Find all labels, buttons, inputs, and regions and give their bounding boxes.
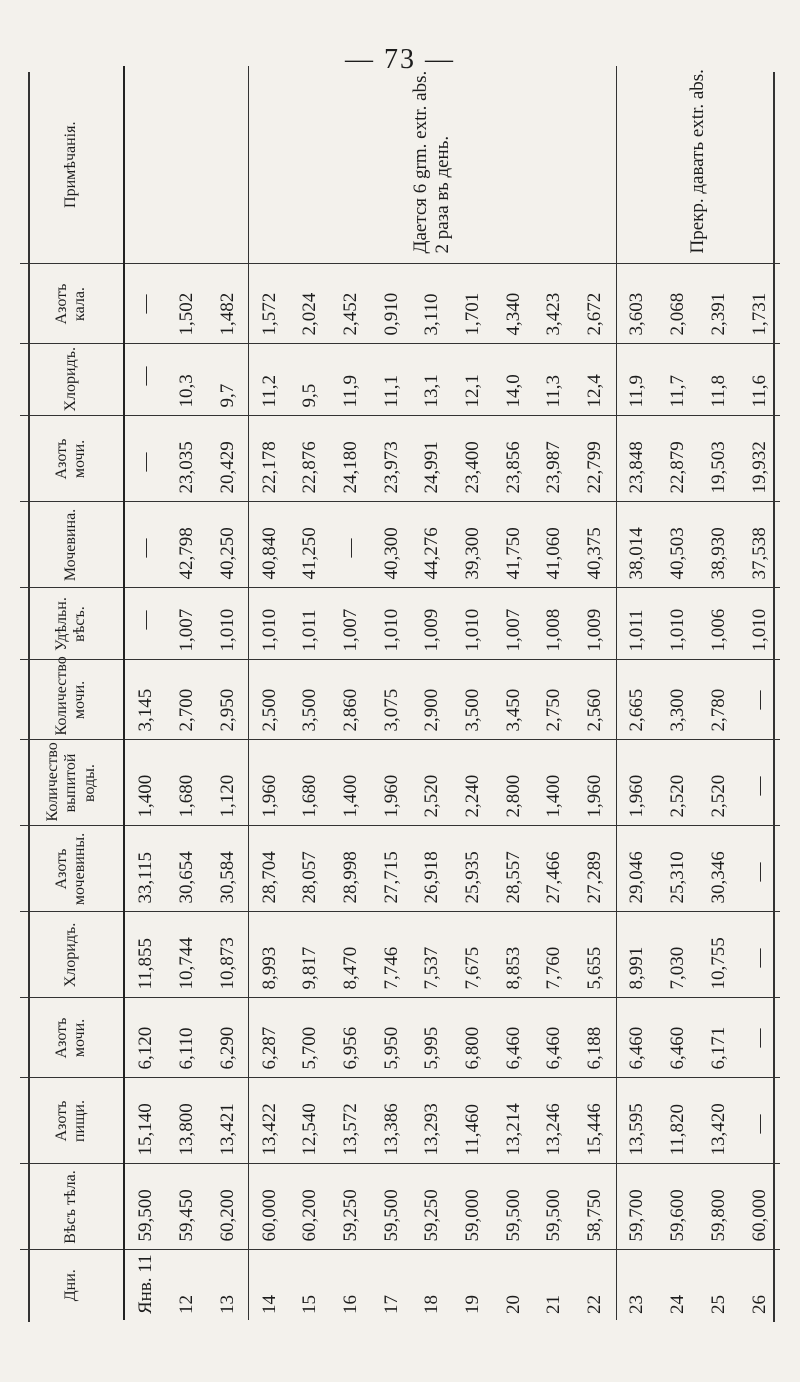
value-cell: 22,876 [290, 416, 331, 502]
value-cell: 2,452 [331, 264, 372, 344]
value-cell: 2,240 [453, 740, 494, 826]
value-cell: 42,798 [166, 502, 207, 588]
value-cell: 10,873 [207, 912, 249, 998]
value-cell: 2,520 [699, 740, 740, 826]
value-cell: 2,665 [616, 660, 658, 740]
value-cell: — [739, 660, 780, 740]
value-cell: 22,178 [249, 416, 291, 502]
value-cell: 2,800 [493, 740, 534, 826]
value-cell: 59,000 [453, 1164, 494, 1250]
value-cell: 3,423 [534, 264, 575, 344]
value-cell: 1,009 [575, 588, 617, 660]
value-cell: 11,8 [699, 344, 740, 416]
value-cell: — [331, 502, 372, 588]
value-cell: 11,3 [534, 344, 575, 416]
value-cell: 1,731 [739, 264, 780, 344]
value-cell: 2,672 [575, 264, 617, 344]
value-cell: 0,910 [371, 264, 412, 344]
value-cell: 7,537 [412, 912, 453, 998]
value-cell: 3,300 [658, 660, 699, 740]
value-cell: 1,482 [207, 264, 249, 344]
value-cell: 10,744 [166, 912, 207, 998]
value-cell: 13,422 [249, 1078, 291, 1164]
value-cell: 27,715 [371, 826, 412, 912]
value-cell: 11,9 [616, 344, 658, 416]
value-cell: 23,035 [166, 416, 207, 502]
value-cell: 2,950 [207, 660, 249, 740]
value-cell: 19,932 [739, 416, 780, 502]
value-cell: 11,7 [658, 344, 699, 416]
value-cell: 60,000 [249, 1164, 291, 1250]
value-cell: 1,010 [658, 588, 699, 660]
value-cell: 6,120 [124, 998, 167, 1078]
value-cell: 12,1 [453, 344, 494, 416]
value-cell: 5,655 [575, 912, 617, 998]
value-cell: 2,900 [412, 660, 453, 740]
value-cell: 40,375 [575, 502, 617, 588]
day-cell: Янв. 11 [134, 1254, 156, 1314]
value-cell: 11,855 [124, 912, 167, 998]
value-cell: 2,024 [290, 264, 331, 344]
value-cell: 1,960 [575, 740, 617, 826]
value-cell: — [739, 740, 780, 826]
value-cell: 7,030 [658, 912, 699, 998]
value-cell: 13,572 [331, 1078, 372, 1164]
value-cell: 1,400 [534, 740, 575, 826]
header-col-1: Вѣсъ тѣла. [20, 1164, 124, 1250]
rotated-table-container [20, 66, 780, 1320]
value-cell: 6,171 [699, 998, 740, 1078]
value-cell: 6,287 [249, 998, 291, 1078]
day-cell: 19 [462, 1295, 484, 1314]
header-col-6: Количество выпитой воды. [20, 740, 124, 826]
value-cell: 6,460 [658, 998, 699, 1078]
value-cell: 30,346 [699, 826, 740, 912]
value-cell: 2,500 [249, 660, 291, 740]
value-cell: 23,400 [453, 416, 494, 502]
value-cell: 39,300 [453, 502, 494, 588]
value-cell: 1,010 [453, 588, 494, 660]
value-cell: 2,560 [575, 660, 617, 740]
value-cell: 59,500 [124, 1164, 167, 1250]
value-cell: 1,400 [331, 740, 372, 826]
value-cell: 10,3 [166, 344, 207, 416]
value-cell: 9,7 [207, 344, 249, 416]
value-cell: 5,995 [412, 998, 453, 1078]
day-cell: 14 [249, 1250, 291, 1320]
value-cell: 1,007 [331, 588, 372, 660]
value-cell: — [124, 416, 167, 502]
day-cell: 22 [584, 1295, 606, 1314]
value-cell: 6,290 [207, 998, 249, 1078]
value-cell: 59,500 [493, 1164, 534, 1250]
value-cell: — [124, 344, 167, 416]
value-cell: 59,800 [699, 1164, 740, 1250]
value-cell: 6,188 [575, 998, 617, 1078]
value-cell: 1,007 [493, 588, 534, 660]
day-cell: 23 [616, 1250, 658, 1320]
value-cell: 8,993 [249, 912, 291, 998]
value-cell: 1,010 [249, 588, 291, 660]
value-cell: 1,960 [249, 740, 291, 826]
header-col-5: Азотъ мочевины. [20, 826, 124, 912]
note-stop-extr-abs: Прекр. давать extr. abs. [616, 66, 780, 264]
value-cell: 23,848 [616, 416, 658, 502]
value-cell: 41,250 [290, 502, 331, 588]
value-cell: 27,289 [575, 826, 617, 912]
header-col-3: Азотъ мочи. [20, 998, 124, 1078]
value-cell: 1,960 [616, 740, 658, 826]
value-cell: 11,460 [453, 1078, 494, 1164]
value-cell: 2,780 [699, 660, 740, 740]
value-cell: 22,799 [575, 416, 617, 502]
header-col-8: Удѣльн. вѣсъ. [20, 588, 124, 660]
page-number: — 73 — [345, 44, 455, 75]
value-cell: 59,500 [534, 1164, 575, 1250]
day-cell: 12 [175, 1295, 197, 1314]
value-cell: 60,200 [290, 1164, 331, 1250]
header-day: Дни. [20, 1250, 124, 1320]
value-cell: 13,293 [412, 1078, 453, 1164]
value-cell: 59,600 [658, 1164, 699, 1250]
value-cell: 7,746 [371, 912, 412, 998]
header-notes: Примѣчанія. [20, 66, 124, 264]
value-cell: 1,680 [290, 740, 331, 826]
value-cell: 37,538 [739, 502, 780, 588]
value-cell: 13,1 [412, 344, 453, 416]
value-cell: 3,603 [616, 264, 658, 344]
value-cell: 5,700 [290, 998, 331, 1078]
value-cell: 1,011 [616, 588, 658, 660]
value-cell: 28,998 [331, 826, 372, 912]
value-cell: 59,500 [371, 1164, 412, 1250]
value-cell: — [124, 502, 167, 588]
value-cell: 28,557 [493, 826, 534, 912]
table-row [249, 66, 291, 1320]
value-cell: 11,6 [739, 344, 780, 416]
value-cell: 41,750 [493, 502, 534, 588]
value-cell: 8,991 [616, 912, 658, 998]
value-cell: 33,115 [124, 826, 167, 912]
value-cell: 3,450 [493, 660, 534, 740]
value-cell: 5,950 [371, 998, 412, 1078]
value-cell: 1,009 [412, 588, 453, 660]
value-cell: 19,503 [699, 416, 740, 502]
value-cell: 22,879 [658, 416, 699, 502]
value-cell: 3,110 [412, 264, 453, 344]
day-cell: 18 [421, 1295, 443, 1314]
value-cell: 26,918 [412, 826, 453, 912]
value-cell: 12,4 [575, 344, 617, 416]
day-cell: 26 [748, 1295, 770, 1314]
value-cell: 6,110 [166, 998, 207, 1078]
value-cell: — [124, 588, 167, 660]
value-cell: 13,420 [699, 1078, 740, 1164]
value-cell: 10,755 [699, 912, 740, 998]
value-cell: 13,214 [493, 1078, 534, 1164]
value-cell: 38,930 [699, 502, 740, 588]
value-cell: 1,400 [124, 740, 167, 826]
table-row [616, 66, 658, 1320]
day-cell: 15 [299, 1295, 321, 1314]
day-cell: 20 [502, 1295, 524, 1314]
value-cell: 40,250 [207, 502, 249, 588]
value-cell: 15,446 [575, 1078, 617, 1164]
value-cell: 3,500 [290, 660, 331, 740]
day-cell: 16 [340, 1295, 362, 1314]
value-cell: 7,675 [453, 912, 494, 998]
header-col-11: Хлоридъ. [20, 344, 124, 416]
value-cell: 6,460 [534, 998, 575, 1078]
value-cell: 23,973 [371, 416, 412, 502]
value-cell: 12,540 [290, 1078, 331, 1164]
value-cell: 60,000 [739, 1164, 780, 1250]
value-cell: 9,5 [290, 344, 331, 416]
value-cell: 2,700 [166, 660, 207, 740]
value-cell: — [739, 912, 780, 998]
value-cell: 11,9 [331, 344, 372, 416]
value-cell: 1,010 [371, 588, 412, 660]
value-cell: 1,011 [290, 588, 331, 660]
value-cell: 1,701 [453, 264, 494, 344]
value-cell: 4,340 [493, 264, 534, 344]
value-cell: 44,276 [412, 502, 453, 588]
value-cell: 2,068 [658, 264, 699, 344]
value-cell: 40,300 [371, 502, 412, 588]
value-cell: 24,991 [412, 416, 453, 502]
value-cell: 3,075 [371, 660, 412, 740]
value-cell: 59,250 [331, 1164, 372, 1250]
value-cell: 14,0 [493, 344, 534, 416]
value-cell: 13,421 [207, 1078, 249, 1164]
value-cell: 13,800 [166, 1078, 207, 1164]
value-cell: 41,060 [534, 502, 575, 588]
value-cell: 40,840 [249, 502, 291, 588]
header-col-4: Хлоридъ. [20, 912, 124, 998]
value-cell: 1,010 [739, 588, 780, 660]
data-table [20, 66, 780, 1320]
value-cell: 20,429 [207, 416, 249, 502]
value-cell: 29,046 [616, 826, 658, 912]
day-cell: 13 [216, 1295, 238, 1314]
value-cell: 1,120 [207, 740, 249, 826]
value-cell: 59,250 [412, 1164, 453, 1250]
value-cell: 3,500 [453, 660, 494, 740]
value-cell: — [739, 1078, 780, 1164]
value-cell: 2,750 [534, 660, 575, 740]
value-cell: 59,450 [166, 1164, 207, 1250]
value-cell: 28,057 [290, 826, 331, 912]
value-cell: 40,503 [658, 502, 699, 588]
value-cell: 6,800 [453, 998, 494, 1078]
header-col-7: Количество мочи. [20, 660, 124, 740]
notes-cell-empty [124, 66, 249, 264]
value-cell: — [739, 998, 780, 1078]
value-cell: 8,470 [331, 912, 372, 998]
value-cell: 11,2 [249, 344, 291, 416]
value-cell: 30,654 [166, 826, 207, 912]
value-cell: 1,010 [207, 588, 249, 660]
day-cell: 21 [543, 1295, 565, 1314]
day-cell: 24 [667, 1295, 689, 1314]
value-cell: 15,140 [124, 1078, 167, 1164]
value-cell: 27,466 [534, 826, 575, 912]
value-cell: 59,700 [616, 1164, 658, 1250]
value-cell: 23,856 [493, 416, 534, 502]
value-cell: 1,502 [166, 264, 207, 344]
header-col-10: Азотъ мочи. [20, 416, 124, 502]
header-col-9: Мочевина. [20, 502, 124, 588]
value-cell: 2,860 [331, 660, 372, 740]
value-cell: 2,391 [699, 264, 740, 344]
value-cell: 6,460 [493, 998, 534, 1078]
value-cell: 2,520 [658, 740, 699, 826]
value-cell: 3,145 [124, 660, 167, 740]
day-cell: 25 [707, 1295, 729, 1314]
value-cell: 13,595 [616, 1078, 658, 1164]
value-cell: 8,853 [493, 912, 534, 998]
value-cell: 24,180 [331, 416, 372, 502]
value-cell: 1,007 [166, 588, 207, 660]
value-cell: 6,460 [616, 998, 658, 1078]
value-cell: 28,704 [249, 826, 291, 912]
value-cell: 11,1 [371, 344, 412, 416]
value-cell: 1,006 [699, 588, 740, 660]
value-cell: — [739, 826, 780, 912]
value-cell: 11,820 [658, 1078, 699, 1164]
header-col-12: Азотъ кала. [20, 264, 124, 344]
table-row [124, 66, 167, 1320]
value-cell: 58,750 [575, 1164, 617, 1250]
value-cell: 1,680 [166, 740, 207, 826]
value-cell: 30,584 [207, 826, 249, 912]
value-cell: 1,008 [534, 588, 575, 660]
value-cell: 13,386 [371, 1078, 412, 1164]
day-cell: 17 [380, 1295, 402, 1314]
value-cell: 25,310 [658, 826, 699, 912]
value-cell: — [124, 264, 167, 344]
value-cell: 9,817 [290, 912, 331, 998]
value-cell: 6,956 [331, 998, 372, 1078]
value-cell: 23,987 [534, 416, 575, 502]
value-cell: 13,246 [534, 1078, 575, 1164]
value-cell: 1,572 [249, 264, 291, 344]
value-cell: 1,960 [371, 740, 412, 826]
header-col-2: Азотъ пищи. [20, 1078, 124, 1164]
value-cell: 38,014 [616, 502, 658, 588]
value-cell: 2,520 [412, 740, 453, 826]
value-cell: 25,935 [453, 826, 494, 912]
value-cell: 7,760 [534, 912, 575, 998]
note-extr-abs: Дается 6 grm. extr. abs. 2 раза въ день. [249, 66, 617, 264]
value-cell: 60,200 [207, 1164, 249, 1250]
